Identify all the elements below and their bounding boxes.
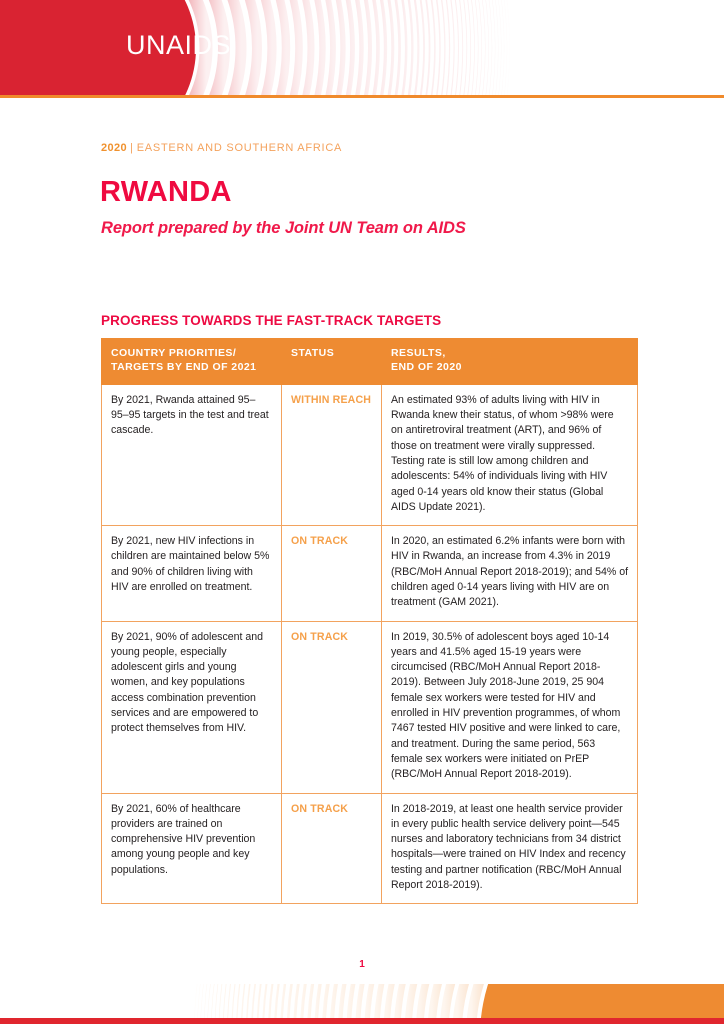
table-body: [102, 384, 638, 904]
unaids-wordmark: UNAIDS: [126, 30, 232, 60]
status-badge: ON TRACK: [282, 793, 382, 904]
progress-table: [101, 338, 638, 904]
column-header-priorities-line2: TARGETS BY END OF 2021: [111, 360, 257, 373]
status-badge: WITHIN REACH: [282, 384, 382, 525]
table-row: [102, 793, 638, 904]
result-cell: In 2020, an estimated 6.2% infants were born with HIV in Rwanda, an increase from 4.3% in 2019 (RBC/MoH Annual Report 2018-2019); and 54% of children aged 0-14 years living with HIV are on treatment (GAM 2021).: [382, 526, 638, 621]
column-header-status-line1: STATUS: [291, 347, 335, 359]
status-badge: ON TRACK: [282, 621, 382, 793]
column-header-priorities-line1: COUNTRY PRIORITIES/: [111, 347, 237, 359]
column-header-status: [282, 339, 382, 385]
region-label: EASTERN AND SOUTHERN AFRICA: [136, 142, 343, 154]
result-cell: In 2018-2019, at least one health service provider in every public health service delivery point—545 nurses and laboratory technicians from 34 district hospitals—were trained on HIV Index and recency testing and partner notification (RBC/MoH Annual Report 2018-2019).: [382, 793, 638, 904]
page-title: RWANDA: [100, 176, 232, 208]
column-header-priorities: [102, 339, 282, 385]
header-banner: [0, 0, 724, 97]
priority-cell: By 2021, new HIV infections in children are maintained below 5% and 90% of children living with HIV are enrolled on treatment.: [102, 526, 282, 621]
table-row: [102, 621, 638, 793]
header-orange-rule: [0, 95, 724, 98]
footer-red-bar: [0, 1018, 724, 1024]
priority-cell: By 2021, 90% of adolescent and young people, especially adolescent girls and young women, and key populations access combination prevention services and are empowered to protect themselves from HIV.: [102, 621, 282, 793]
column-header-results-line2: END OF 2020: [391, 360, 462, 373]
report-year: 2020: [101, 142, 128, 154]
page-number: 1: [359, 959, 365, 970]
table-row: [102, 384, 638, 525]
status-badge: ON TRACK: [282, 526, 382, 621]
column-header-results: [382, 339, 638, 385]
breadcrumb-separator: |: [130, 142, 134, 154]
result-cell: In 2019, 30.5% of adolescent boys aged 10-14 years and 41.5% aged 15-19 years were circumcised (RBC/MoH Annual Report 2018-2019). Between July 2018-June 2019, 25 904 female sex workers were tested for HIV and enrolled in HIV prevention programmes, of whom 7467 tested HIV positive and were linked to care, and treatment. During the same period, 563 female sex workers were initiated on PrEP (RBC/MoH Annual Report 2018-2019).: [382, 621, 638, 793]
result-cell: An estimated 93% of adults living with HIV in Rwanda knew their status, of whom >98% were on antiretroviral treatment (ART), and 96% of those on treatment were virally suppressed. Testing rate is still low among children and adolescents: 54% of individuals living with HIV aged 0-14 years old know their status (Global AIDS Update 2021).: [382, 384, 638, 525]
report-subtitle: Report prepared by the Joint UN Team on AIDS: [101, 219, 466, 237]
unaids-concentric-rings-logo: [0, 0, 724, 97]
table-header-row: [102, 339, 638, 385]
table-header: [102, 339, 638, 385]
column-header-results-line1: RESULTS,: [391, 347, 446, 359]
priority-cell: By 2021, 60% of healthcare providers are trained on comprehensive HIV prevention among young people and key populations.: [102, 793, 282, 904]
priority-cell: By 2021, Rwanda attained 95–95–95 targets in the test and treat cascade.: [102, 384, 282, 525]
section-heading: PROGRESS TOWARDS THE FAST-TRACK TARGETS: [101, 313, 442, 328]
breadcrumb: [101, 142, 342, 154]
table-row: [102, 526, 638, 621]
